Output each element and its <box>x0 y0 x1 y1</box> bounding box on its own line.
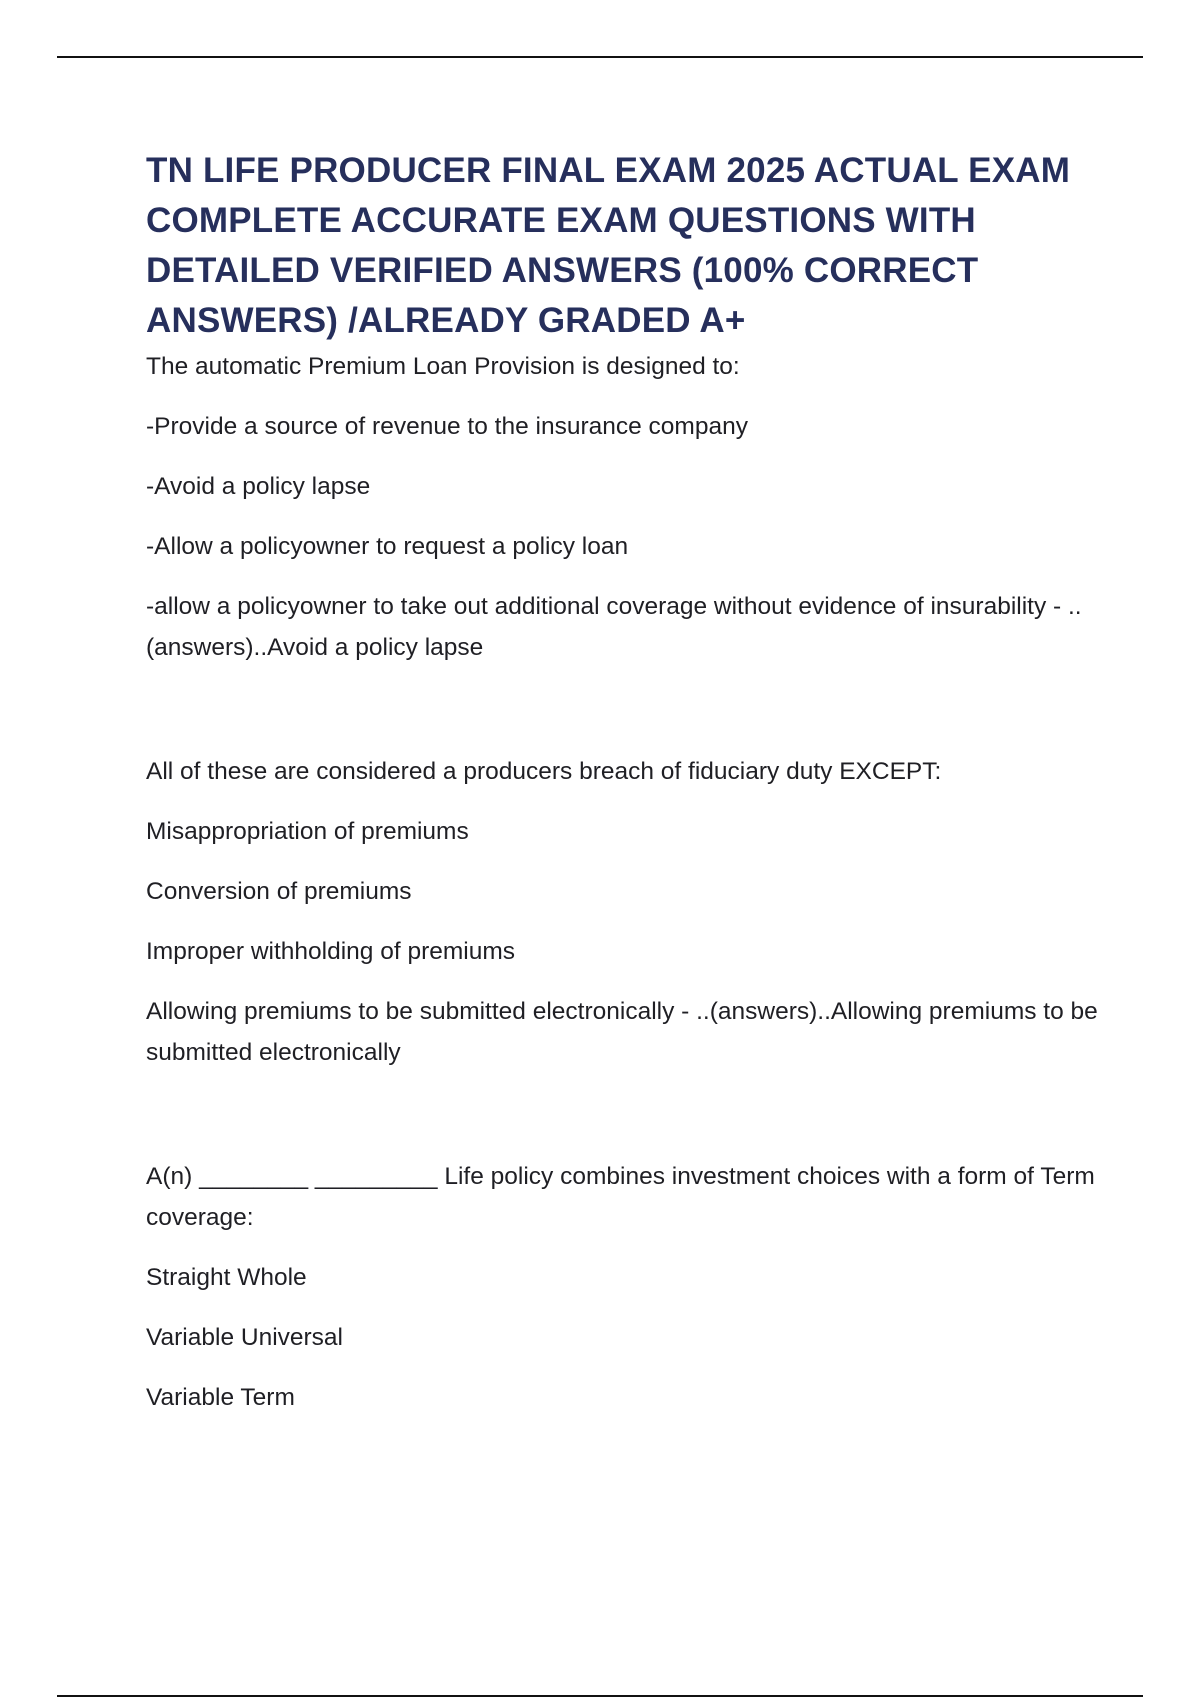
answer-option: -Allow a policyowner to request a policy loan <box>146 533 629 560</box>
question-stem: The automatic Premium Loan Provision is designed to: <box>146 353 740 380</box>
question-3 <box>146 1156 1106 1418</box>
answer-option: Improper withholding of premiums <box>146 938 516 965</box>
answer-option: -Avoid a policy lapse <box>146 473 371 500</box>
bottom-divider <box>57 1695 1143 1697</box>
answer-option: Straight Whole <box>146 1264 307 1291</box>
question-stem: A(n) ________ _________ Life policy combines investment choices with a form of Term coverage: <box>146 1163 1095 1231</box>
answer-option: Conversion of premiums <box>146 878 412 905</box>
question-2 <box>146 751 1106 1073</box>
document-body <box>146 146 1106 1418</box>
answer-option: Variable Universal <box>146 1324 343 1351</box>
answer-option-with-answer: -allow a policyowner to take out additional coverage without evidence of insurability - ..(answers)..Avoid a policy lapse <box>146 593 1082 661</box>
top-divider <box>57 56 1143 58</box>
question-1 <box>146 346 1106 668</box>
document-title: TN LIFE PRODUCER FINAL EXAM 2025 ACTUAL EXAM COMPLETE ACCURATE EXAM QUESTIONS WITH DETAILED VERIFIED ANSWERS (100% CORRECT ANSWERS) /ALREADY GRADED A+ <box>146 151 1071 340</box>
answer-option: Misappropriation of premiums <box>146 818 469 845</box>
answer-option: Variable Term <box>146 1384 295 1411</box>
answer-option: -Provide a source of revenue to the insurance company <box>146 413 748 440</box>
answer-option-with-answer: Allowing premiums to be submitted electronically - ..(answers)..Allowing premiums to be submitted electronically <box>146 998 1098 1066</box>
question-stem: All of these are considered a producers breach of fiduciary duty EXCEPT: <box>146 758 942 785</box>
